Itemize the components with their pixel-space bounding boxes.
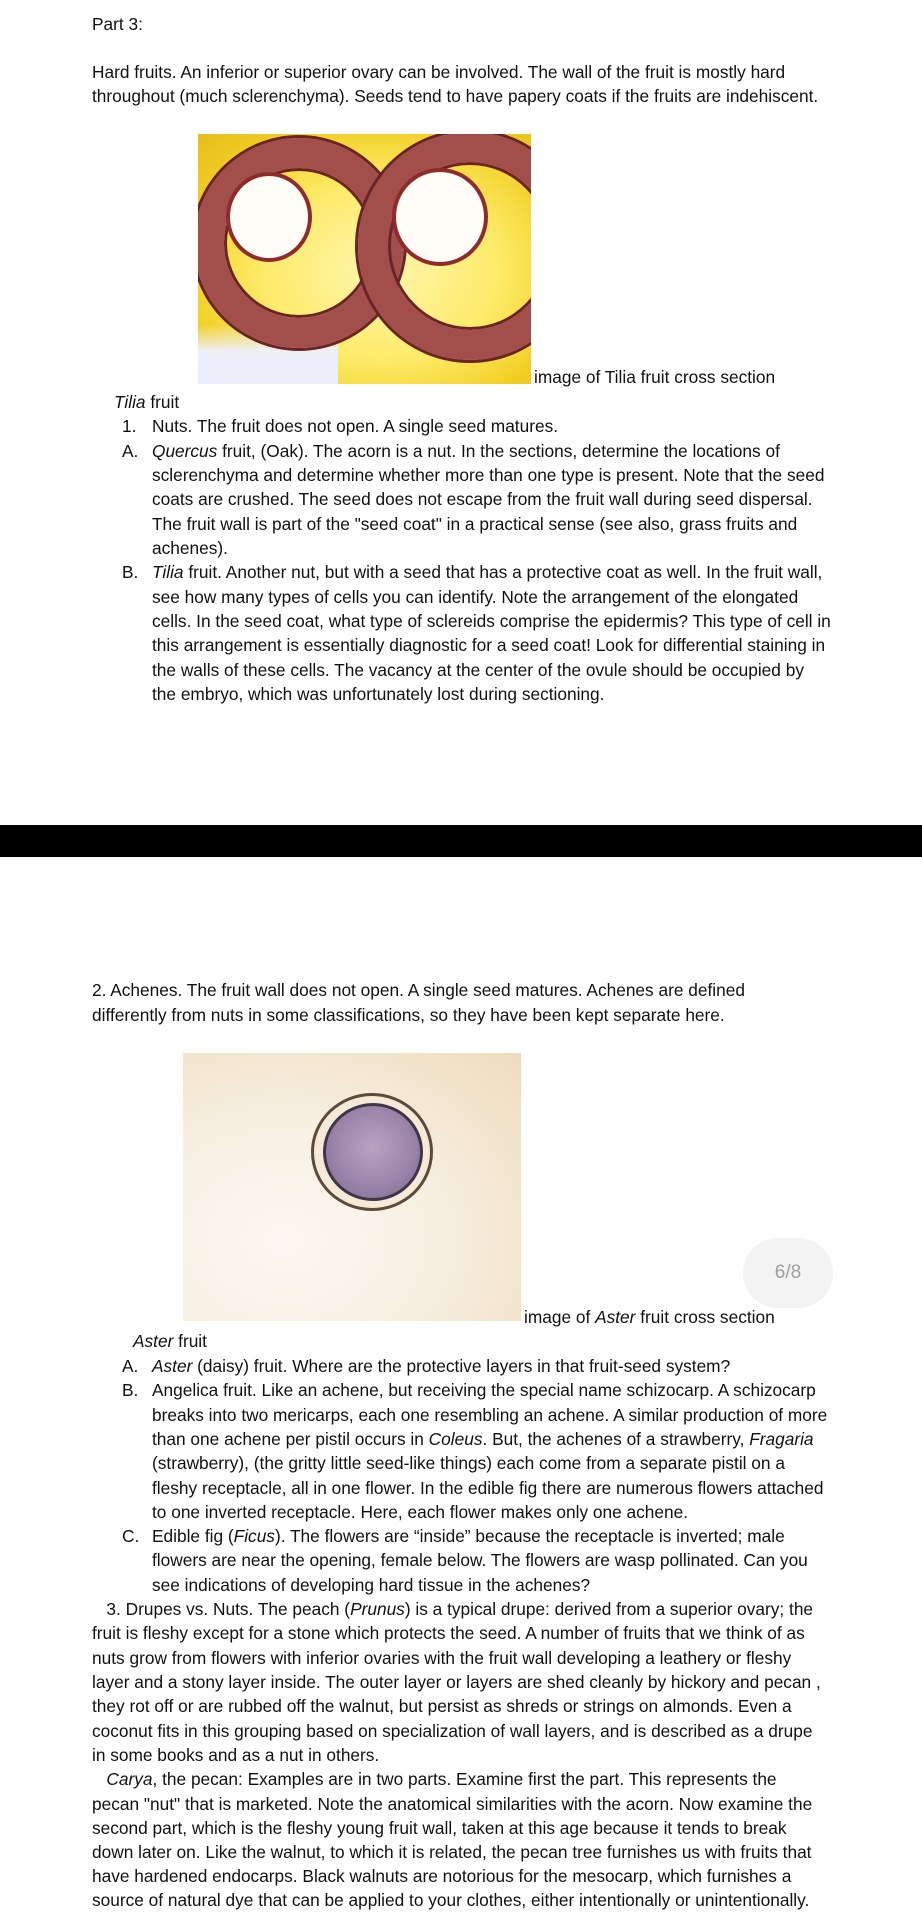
tilia-fruit-image [198, 134, 531, 384]
aster-image-alt-caption: image of Aster fruit cross section [524, 1307, 775, 1327]
intro-line-2: throughout (much sclerenchyma). Seeds tend to have papery coats if the fruits are indehiscent. [92, 86, 819, 106]
carya-line: have hardened endocarps. Black walnuts are notorious for the mesocarp, which furnishes a [92, 1866, 792, 1886]
achene-b-line: fleshy receptacle, all in one flower. In the edible fig there are numerous flowers attached [152, 1478, 824, 1498]
carya-line: second part, which is the fleshy young fruit wall, taken at this age because it tends to break [92, 1818, 787, 1838]
achene-c-marker: C. [122, 1526, 140, 1546]
achene-c-line: see indications of developing hard tissue in the achenes? [152, 1575, 591, 1595]
aster-fruit-image [183, 1053, 521, 1321]
achene-b-line: than one achene per pistil occurs in Coleus. But, the achenes of a strawberry, Fragaria [152, 1429, 814, 1449]
page-indicator[interactable]: 6/8 [743, 1238, 833, 1308]
drupes-line: they rot off or are rubbed off the walnut, but persist as shreds or strings on almonds. Even a [92, 1696, 792, 1716]
carya-line: down later on. Like the walnut, to which it is related, the pecan tree furnishes us with fruits that [92, 1842, 812, 1862]
tilia-figure-label: Tilia fruit [114, 392, 180, 412]
nuts-b-line: the walls of these cells. The vacancy at the center of the ovule should be occupied by [152, 660, 804, 680]
nuts-b-line: this arrangement is essentially diagnostic for a seed coat! Look for differential staining in [152, 635, 826, 655]
achene-a-marker: A. [122, 1356, 139, 1376]
intro-line-1: Hard fruits. An inferior or superior ovary can be involved. The wall of the fruit is mostly hard [92, 62, 786, 82]
nuts-item-text: Nuts. The fruit does not open. A single seed matures. [152, 416, 559, 436]
drupes-line: nuts grow from flowers with inferior ovaries with the fruit wall developing a leathery or fleshy [92, 1648, 792, 1668]
nuts-b-line: cells. In the seed coat, what type of sclereids comprise the epidermis? This type of cell in [152, 611, 831, 631]
achene-a-line: Aster (daisy) fruit. Where are the protective layers in that fruit-seed system? [152, 1356, 731, 1376]
achene-c-line: Edible fig (Ficus). The flowers are “inside” because the receptacle is inverted; male [152, 1526, 785, 1546]
nuts-a-marker: A. [122, 441, 139, 461]
carya-line: source of natural dye that can be applied to your clothes, either intentionally or unintentionally. [92, 1890, 810, 1910]
nuts-item-number: 1. [122, 416, 137, 436]
drupes-line: fruit is fleshy except for a stone which protects the seed. A number of fruits that we think of as [92, 1623, 805, 1643]
achenes-line-2: differently from nuts in some classifications, so they have been kept separate here. [92, 1005, 725, 1025]
drupes-line: in some books and as a nut in others. [92, 1745, 380, 1765]
achene-b-line: Angelica fruit. Like an achene, but receiving the special name schizocarp. A schizocarp [152, 1380, 816, 1400]
achene-c-line: flowers are near the opening, female below. The flowers are wasp pollinated. Can you [152, 1550, 808, 1570]
nuts-b-line: Tilia fruit. Another nut, but with a seed that has a protective coat as well. In the fruit wall, [152, 562, 823, 582]
nuts-a-line: achenes). [152, 538, 228, 558]
aster-figure-label: Aster fruit [133, 1331, 207, 1351]
nuts-a-line: sclerenchyma and determine whether more than one type is present. Note that the seed [152, 465, 825, 485]
drupes-line: 3. Drupes vs. Nuts. The peach (Prunus) is a typical drupe: derived from a superior ovary; the [92, 1599, 814, 1619]
achene-b-line: breaks into two mericarps, each one resembling an achene. A similar production of more [152, 1405, 828, 1425]
achene-b-marker: B. [122, 1380, 139, 1400]
part-heading: Part 3: [92, 14, 143, 34]
drupes-line: coconut fits in this grouping based on specialization of wall layers, and is described as a drupe [92, 1721, 813, 1741]
nuts-a-line: Quercus fruit, (Oak). The acorn is a nut. In the sections, determine the locations of [152, 441, 780, 461]
nuts-b-line: see how many types of cells you can identify. Note the arrangement of the elongated [152, 587, 799, 607]
achene-b-line: (strawberry), (the gritty little seed-like things) each come from a separate pistil on a [152, 1453, 785, 1473]
nuts-a-line: coats are crushed. The seed does not escape from the fruit wall during seed dispersal. [152, 489, 813, 509]
nuts-b-line: the embryo, which was unfortunately lost during sectioning. [152, 684, 605, 704]
page-divider [0, 825, 922, 857]
nuts-a-line: The fruit wall is part of the "seed coat" in a practical sense (see also, grass fruits and [152, 514, 798, 534]
carya-line: Carya, the pecan: Examples are in two parts. Examine first the part. This represents the [106, 1769, 777, 1789]
drupes-line: layer and a stony layer inside. The outer layer or layers are shed cleanly by hickory and pecan , [92, 1672, 821, 1692]
tilia-image-alt-caption: image of Tilia fruit cross section [534, 367, 776, 387]
achene-b-line: to one inverted receptacle. Here, each flower makes only one achene. [152, 1502, 689, 1522]
carya-line: pecan "nut" that is marketed. Note the anatomical similarities with the acorn. Now examine the [92, 1794, 813, 1814]
nuts-b-marker: B. [122, 562, 139, 582]
achenes-line-1: 2. Achenes. The fruit wall does not open. A single seed matures. Achenes are defined [92, 980, 745, 1000]
